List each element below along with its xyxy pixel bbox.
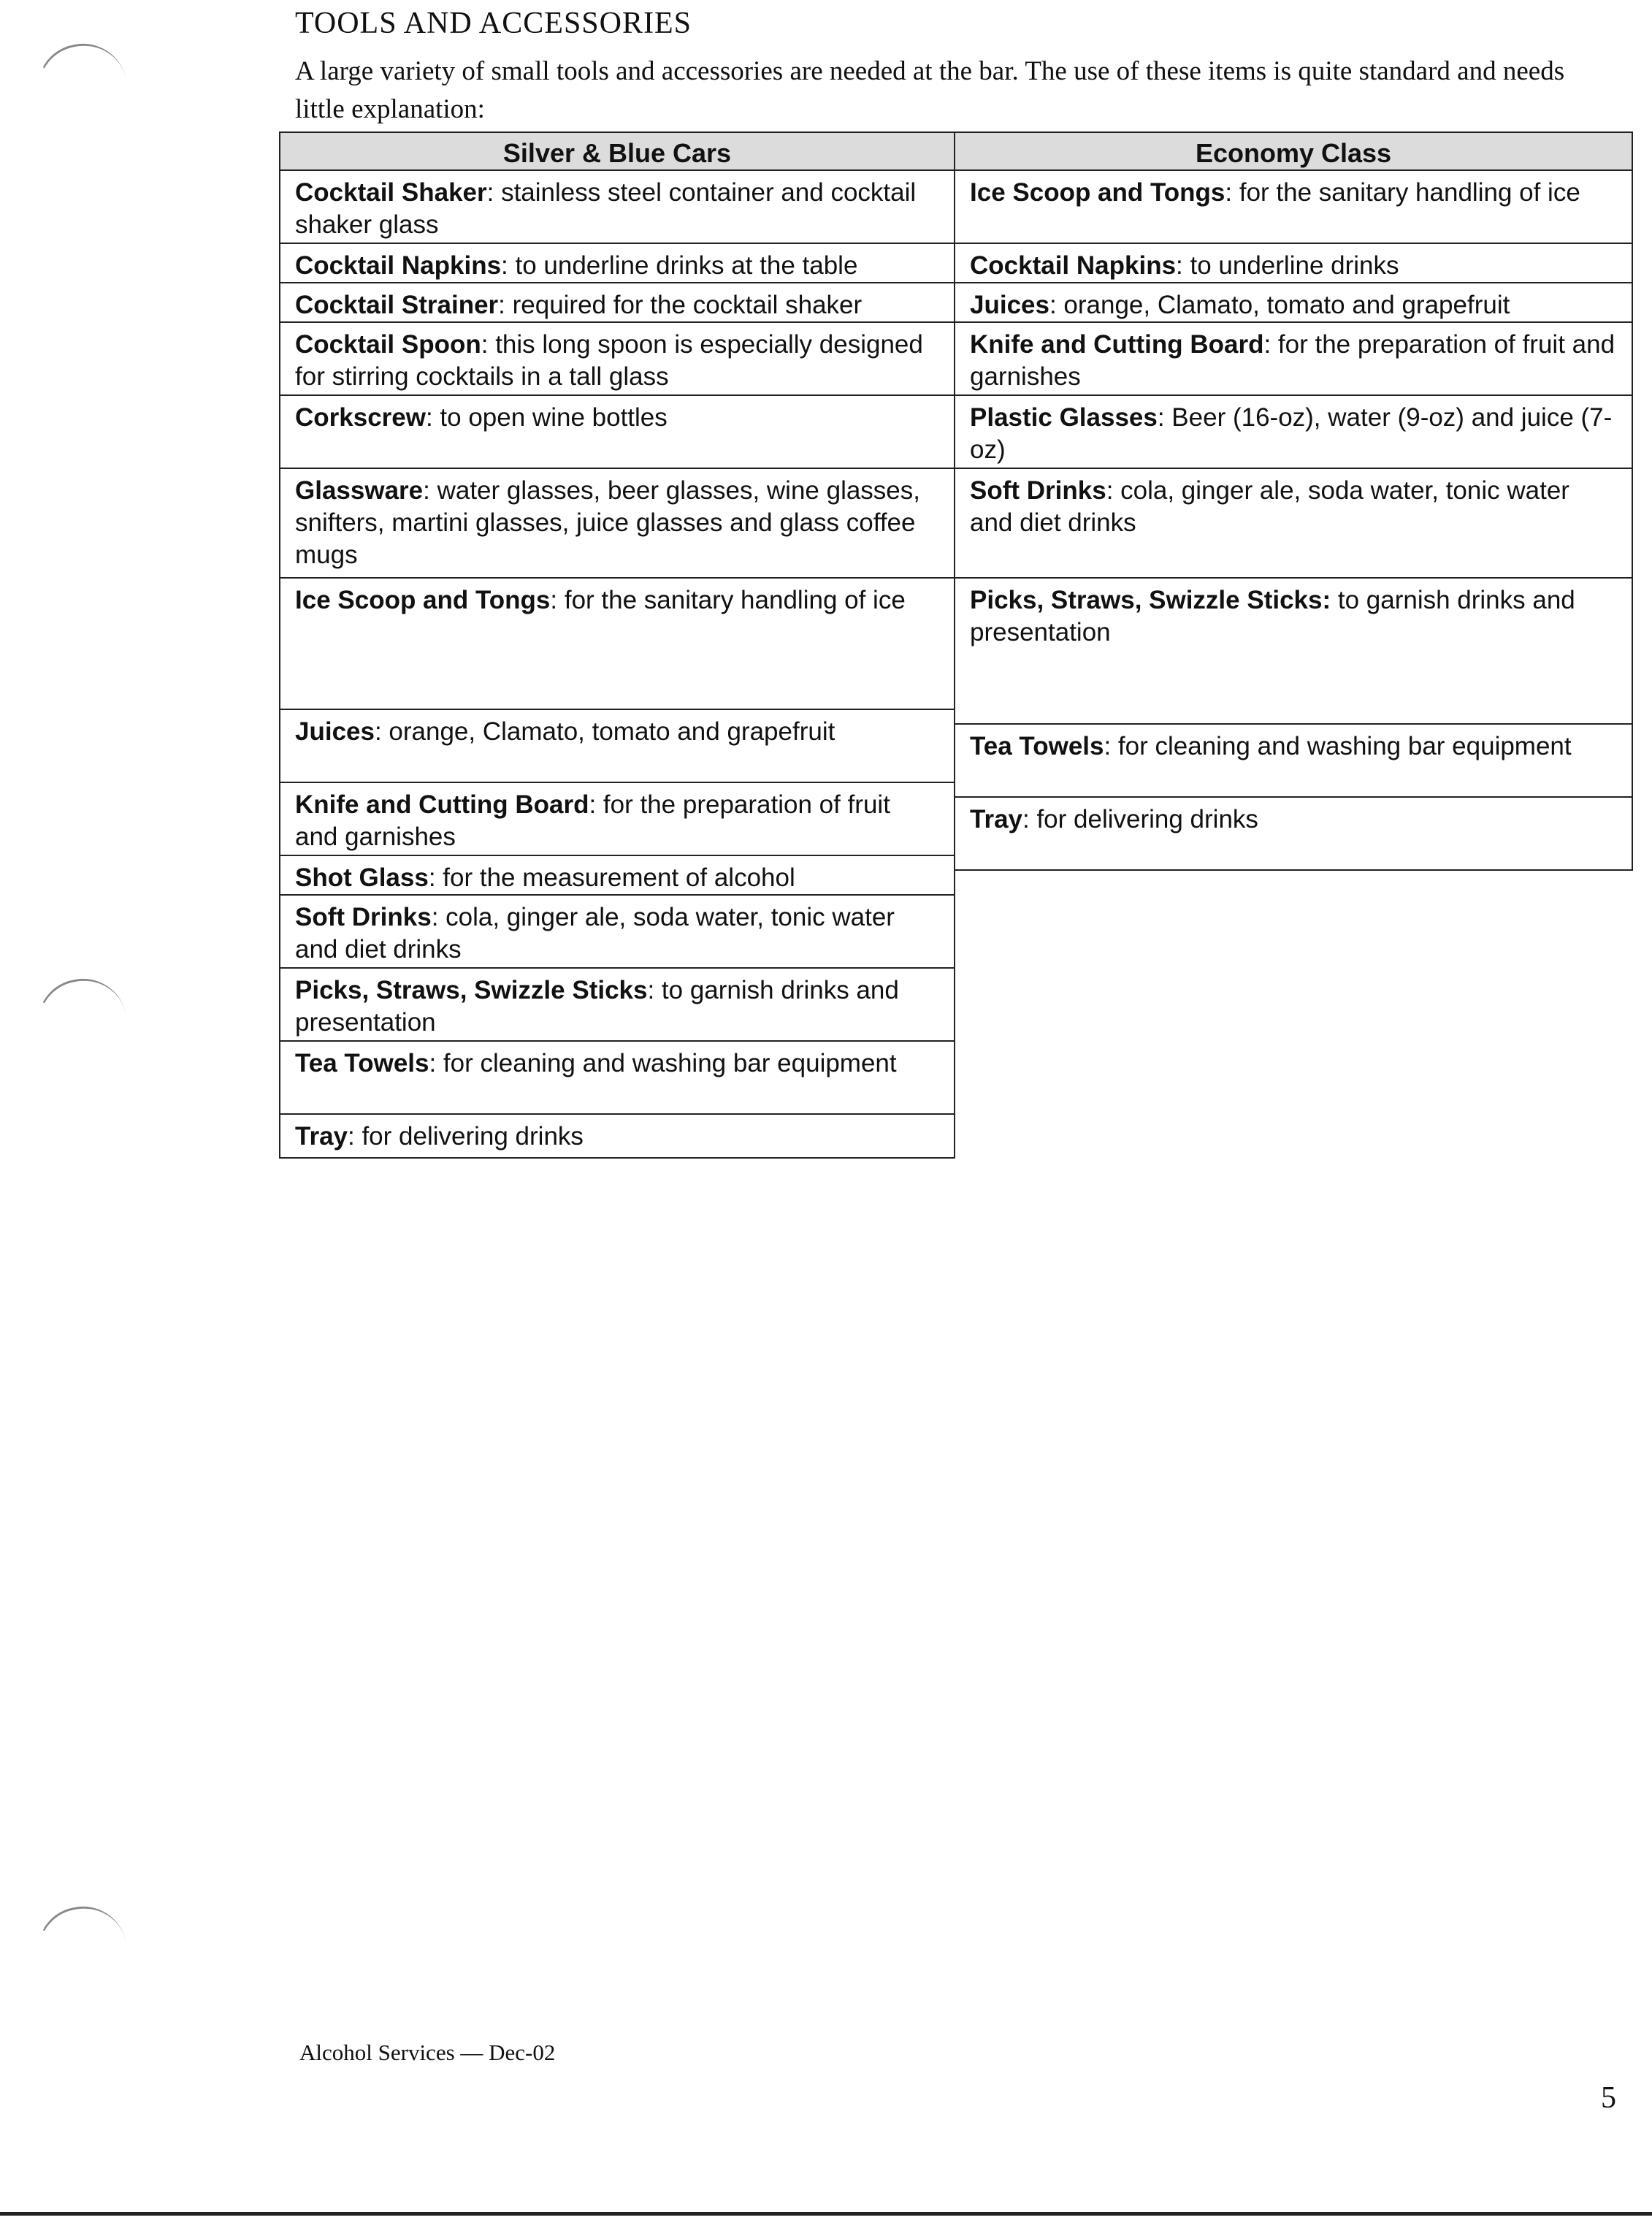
- item-description: : for the measurement of alcohol: [428, 863, 795, 892]
- binder-hole-mark: [30, 36, 136, 142]
- table-row: [955, 243, 1632, 283]
- table-row: [955, 283, 1632, 322]
- table-row: [280, 322, 955, 395]
- table-cell: [955, 395, 1632, 468]
- table-cell: [280, 709, 955, 782]
- table-row: [955, 468, 1632, 578]
- table-cell: [280, 243, 955, 283]
- item-description: : orange, Clamato, tomato and grapefruit: [1049, 291, 1510, 319]
- column-header: Economy Class: [955, 132, 1632, 170]
- table-cell: [955, 578, 1632, 724]
- page-footer: Alcohol Services — Dec-02: [299, 2040, 556, 2065]
- table-cell: [955, 283, 1632, 322]
- item-description: : for cleaning and washing bar equipment: [1104, 732, 1572, 760]
- item-description: : orange, Clamato, tomato and grapefruit: [374, 717, 835, 746]
- table-row: [280, 1114, 955, 1158]
- table-cell: [955, 797, 1632, 870]
- binder-hole-mark: [30, 1899, 136, 2005]
- item-description: : for the preparation of fruit and garnishes: [295, 790, 890, 851]
- item-description: : for the sanitary handling of ice: [1225, 178, 1580, 207]
- item-term: Soft Drinks: [295, 903, 432, 931]
- table-row: [955, 724, 1632, 797]
- item-term: Shot Glass: [295, 863, 429, 892]
- table-cell: [280, 1041, 955, 1114]
- item-term: Ice Scoop and Tongs: [295, 586, 551, 614]
- intro-paragraph: A large variety of small tools and accessories are needed at the bar. The use of these items is quite standard and needs little explanation:: [295, 56, 1565, 124]
- table-cell: [280, 322, 955, 395]
- item-description: : Beer (16-oz), water (9-oz) and juice (7-oz): [970, 403, 1613, 464]
- item-term: Picks, Straws, Swizzle Sticks:: [970, 586, 1331, 614]
- item-description: : cola, ginger ale, soda water, tonic water and diet drinks: [970, 476, 1569, 537]
- table-cell: [955, 468, 1632, 578]
- item-term: Cocktail Strainer: [295, 291, 499, 319]
- table-row: [280, 395, 955, 468]
- bottom-rule: [0, 2212, 1652, 2216]
- item-term: Picks, Straws, Swizzle Sticks: [295, 976, 648, 1004]
- item-term: Knife and Cutting Board: [970, 330, 1264, 359]
- table-row: [280, 895, 955, 968]
- table-row: [955, 395, 1632, 468]
- item-term: Tea Towels: [295, 1049, 429, 1077]
- item-description: : for the sanitary handling of ice: [550, 586, 906, 614]
- table-cell: [280, 468, 955, 578]
- item-description: : water glasses, beer glasses, wine glasses, snifters, martini glasses, juice glasses and glass coffee mugs: [295, 476, 921, 569]
- item-term: Cocktail Shaker: [295, 178, 487, 207]
- item-term: Ice Scoop and Tongs: [970, 178, 1225, 207]
- item-description: : for cleaning and washing bar equipment: [429, 1049, 897, 1077]
- item-description: : to open wine bottles: [425, 403, 668, 432]
- table-row: [955, 578, 1632, 724]
- item-description: : to underline drinks: [1176, 251, 1399, 280]
- item-description: : for the preparation of fruit and garnishes: [970, 330, 1615, 391]
- table-cell: [955, 724, 1632, 797]
- item-description: : for delivering drinks: [1022, 805, 1258, 834]
- item-term: Corkscrew: [295, 403, 426, 432]
- table-row: [280, 170, 955, 243]
- item-term: Tray: [295, 1122, 348, 1151]
- silver-blue-cars-table: [279, 131, 955, 1159]
- table-row: [280, 1041, 955, 1114]
- table-cell: [280, 170, 955, 243]
- page-number: 5: [1601, 2081, 1616, 2115]
- item-term: Glassware: [295, 476, 424, 505]
- item-description: : stainless steel container and cocktail shaker glass: [295, 178, 917, 239]
- table-cell: [280, 895, 955, 968]
- table-cell: [280, 395, 955, 468]
- item-description: : for delivering drinks: [348, 1122, 584, 1151]
- table-cell: [280, 578, 955, 709]
- item-term: Juices: [970, 291, 1049, 319]
- item-description: : to garnish drinks and presentation: [295, 976, 899, 1037]
- item-description: : to underline drinks at the table: [501, 251, 858, 280]
- table-row: [280, 243, 955, 283]
- table-cell: [955, 322, 1632, 395]
- item-term: Knife and Cutting Board: [295, 790, 589, 819]
- table-row: [280, 709, 955, 782]
- economy-class-table: [954, 131, 1633, 871]
- item-description: : required for the cocktail shaker: [498, 291, 863, 319]
- table-cell: [280, 782, 955, 855]
- item-term: Cocktail Spoon: [295, 330, 481, 359]
- table-row: [280, 468, 955, 578]
- table-cell: [955, 170, 1632, 243]
- table-row: [955, 322, 1632, 395]
- table-row: [955, 797, 1632, 870]
- item-term: Cocktail Napkins: [970, 251, 1177, 280]
- item-term: Juices: [295, 717, 375, 746]
- binder-hole-mark: [30, 971, 136, 1077]
- item-term: Tea Towels: [970, 732, 1104, 760]
- table-row: [280, 578, 955, 709]
- table-row: [280, 283, 955, 322]
- table-cell: [280, 968, 955, 1041]
- item-term: Cocktail Napkins: [295, 251, 502, 280]
- section-heading: TOOLS AND ACCESSORIES: [295, 7, 692, 40]
- table-cell: [280, 283, 955, 322]
- table-row: [955, 170, 1632, 243]
- table-cell: [955, 243, 1632, 283]
- item-description: : cola, ginger ale, soda water, tonic water and diet drinks: [295, 903, 895, 964]
- item-term: Tray: [970, 805, 1022, 834]
- table-cell: [280, 855, 955, 895]
- table-row: [280, 855, 955, 895]
- item-description: : this long spoon is especially designed for stirring cocktails in a tall glass: [295, 330, 923, 391]
- item-term: Plastic Glasses: [970, 403, 1158, 432]
- item-description: to garnish drinks and presentation: [970, 586, 1575, 646]
- item-term: Soft Drinks: [970, 476, 1106, 505]
- table-cell: [280, 1114, 955, 1158]
- table-row: [280, 968, 955, 1041]
- table-row: [280, 782, 955, 855]
- column-header: Silver & Blue Cars: [280, 132, 955, 170]
